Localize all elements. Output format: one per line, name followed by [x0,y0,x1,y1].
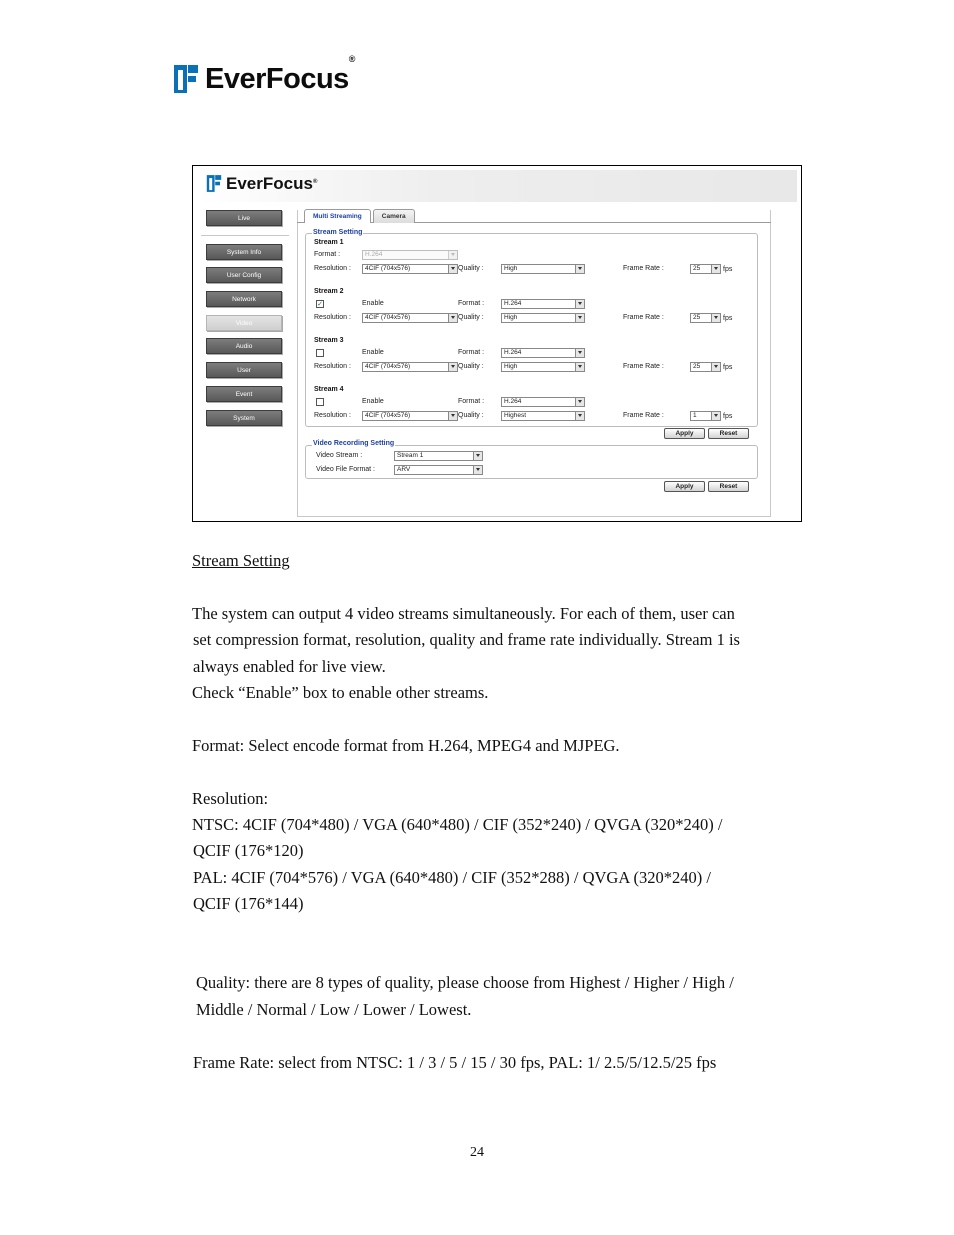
stream1-quality-select[interactable]: High [501,264,585,274]
quality-line: Middle / Normal / Low / Lower / Lowest. [196,1000,472,1019]
stream3-format-label: Format : [458,349,485,356]
stream4-frame-rate-select[interactable]: 1 [690,411,721,421]
stream3-resolution-label: Resolution : [314,363,351,370]
video-recording-fieldset [305,445,758,479]
ntsc-line: NTSC: 4CIF (704*480) / VGA (640*480) / CIF (352*240) / QVGA (320*240) / [192,815,723,834]
video-stream-label: Video Stream : [316,452,363,459]
tab-multi-streaming[interactable]: Multi Streaming [304,209,371,223]
stream1-resolution-select[interactable]: 4CIF (704x576) [362,264,458,274]
stream4-frame-rate-label: Frame Rate : [623,412,664,419]
chevron-down-icon [448,265,457,273]
tab-bar [304,209,417,223]
stream2-frame-rate-select[interactable]: 25 [690,313,721,323]
chevron-down-icon [448,314,457,322]
stream-setting-legend: Stream Setting [313,229,363,236]
frame-rate-paragraph: Frame Rate: select from NTSC: 1 / 3 / 5 / 15 / 30 fps, PAL: 1/ 2.5/5/12.5/25 fps [193,1053,717,1072]
chevron-down-icon [575,314,584,322]
stream2-resolution-select[interactable]: 4CIF (704x576) [362,313,458,323]
chevron-down-icon [575,300,584,308]
stream3-enable-checkbox[interactable] [316,349,324,357]
video-file-format-label: Video File Format : [316,466,376,473]
stream3-format-select[interactable]: H.264 [501,348,585,358]
tab-camera[interactable]: Camera [373,209,415,223]
chevron-down-icon [448,412,457,420]
resolution-label: Resolution: [192,789,269,808]
stream1-frame-rate-select[interactable]: 25 [690,264,721,274]
stream4-fps-unit: fps [723,413,733,420]
stream4-quality-label: Quality : [458,412,484,419]
stream-apply-button[interactable]: Apply [664,428,705,439]
chevron-down-icon [711,314,720,322]
stream3-quality-label: Quality : [458,363,484,370]
stream1-frame-rate-label: Frame Rate : [623,265,664,272]
stream4-format-label: Format : [458,398,485,405]
stream4-quality-select[interactable]: Highest [501,411,585,421]
stream3-title: Stream 3 [314,337,344,344]
video-stream-select[interactable]: Stream 1 [394,451,483,461]
chevron-down-icon [575,265,584,273]
chevron-down-icon [575,349,584,357]
stream3-quality-select[interactable]: High [501,362,585,372]
section-heading: Stream Setting [192,551,290,570]
nav-event-button[interactable]: Event [206,386,282,402]
paragraph-line: set compression format, resolution, quality and frame rate individually. Stream 1 is [193,630,740,649]
chevron-down-icon [448,363,457,371]
stream3-enable-label: Enable [362,349,384,356]
page-number: 24 [470,1145,484,1160]
format-paragraph: Format: Select encode format from H.264, MPEG4 and MJPEG. [192,736,620,755]
nav-audio-button[interactable]: Audio [206,338,282,354]
stream3-frame-rate-select[interactable]: 25 [690,362,721,372]
stream2-format-label: Format : [458,300,485,307]
video-recording-legend: Video Recording Setting [313,440,395,447]
nav-live-button[interactable]: Live [206,210,282,226]
nav-separator [201,235,289,236]
chevron-down-icon [448,251,457,259]
stream2-resolution-label: Resolution : [314,314,351,321]
stream4-resolution-select[interactable]: 4CIF (704x576) [362,411,458,421]
chevron-down-icon [711,412,720,420]
everfocus-logo-icon [205,173,223,194]
pal-line: QCIF (176*144) [193,894,304,913]
chevron-down-icon [473,466,482,474]
stream1-fps-unit: fps [723,266,733,273]
nav-user-config-button[interactable]: User Config [206,267,282,283]
ntsc-line: QCIF (176*120) [193,841,304,860]
chevron-down-icon [575,363,584,371]
chevron-down-icon [575,412,584,420]
stream1-quality-label: Quality : [458,265,484,272]
stream1-resolution-label: Resolution : [314,265,351,272]
pal-line: PAL: 4CIF (704*576) / VGA (640*480) / CIF (352*288) / QVGA (320*240) / [193,868,711,887]
stream1-title: Stream 1 [314,239,344,246]
stream3-fps-unit: fps [723,364,733,371]
quality-line: Quality: there are 8 types of quality, please choose from Highest / Higher / High / [196,973,734,992]
chevron-down-icon [575,398,584,406]
paragraph-line: The system can output 4 video streams simultaneously. For each of them, user can [192,604,735,623]
nav-video-button[interactable]: Video [206,315,282,331]
everfocus-logo-icon [171,62,201,96]
screenshot-logo-text: EverFocus® [226,173,318,193]
paragraph-line: always enabled for live view. [193,657,386,676]
stream4-format-select[interactable]: H.264 [501,397,585,407]
stream1-format-label: Format : [314,251,341,258]
stream2-quality-select[interactable]: High [501,313,585,323]
screenshot-logo [205,173,317,194]
stream1-format-select[interactable]: H.264 [362,250,458,260]
stream2-fps-unit: fps [723,315,733,322]
stream2-title: Stream 2 [314,288,344,295]
everfocus-logo [171,53,355,98]
recording-reset-button[interactable]: Reset [708,481,749,492]
chevron-down-icon [473,452,482,460]
stream2-frame-rate-label: Frame Rate : [623,314,664,321]
stream3-frame-rate-label: Frame Rate : [623,363,664,370]
chevron-down-icon [711,265,720,273]
screenshot-header [197,170,797,202]
nav-user-button[interactable]: User [206,362,282,378]
recording-apply-button[interactable]: Apply [664,481,705,492]
stream4-resolution-label: Resolution : [314,412,351,419]
stream4-enable-label: Enable [362,398,384,405]
ui-screenshot [192,165,802,522]
stream2-format-select[interactable]: H.264 [501,299,585,309]
stream2-quality-label: Quality : [458,314,484,321]
stream2-enable-checkbox[interactable]: ✓ [317,300,323,308]
paragraph-line: Check “Enable” box to enable other streams. [192,683,489,702]
stream4-enable-checkbox[interactable] [316,398,324,406]
stream3-resolution-select[interactable]: 4CIF (704x576) [362,362,458,372]
chevron-down-icon [711,363,720,371]
video-file-format-select[interactable]: ARV [394,465,483,475]
everfocus-logo-text: EverFocus® [205,53,355,95]
nav-network-button[interactable]: Network [206,291,282,307]
nav-system-button[interactable]: System [206,410,282,426]
stream-reset-button[interactable]: Reset [708,428,749,439]
stream2-enable-label: Enable [362,300,384,307]
stream4-title: Stream 4 [314,386,344,393]
nav-system-info-button[interactable]: System Info [206,244,282,260]
